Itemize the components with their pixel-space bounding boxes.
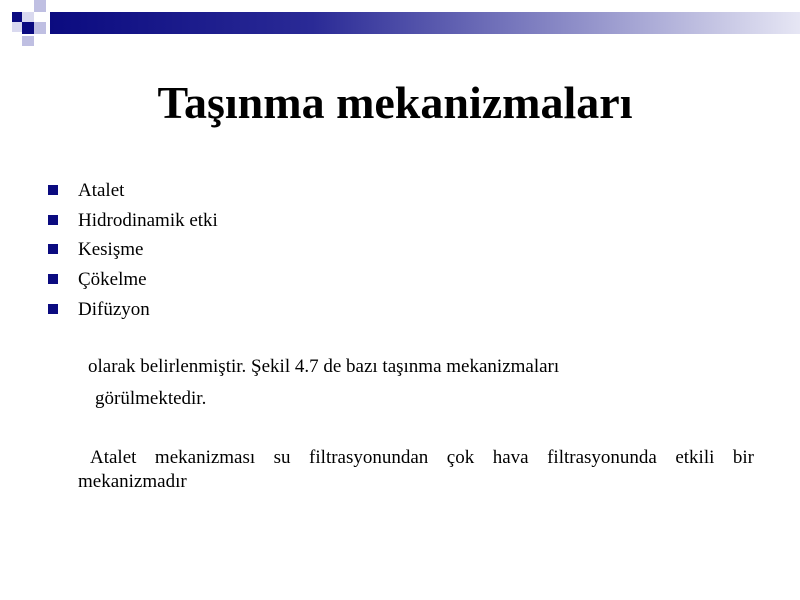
square-bullet-icon [48,215,58,225]
decor-square [22,12,34,22]
square-bullet-icon [48,304,58,314]
decor-square [22,36,34,46]
bullet-item [48,176,218,206]
bullet-item [48,265,218,295]
bullet-text: Atalet [78,179,125,201]
header-gradient-bar [50,12,800,34]
bullet-text: Hidrodinamik etki [78,209,218,231]
decor-square [34,22,46,34]
bullet-item [48,235,218,265]
paragraph: Atalet mekanizması su filtrasyonundan çok hava filtrasyonunda etkili bir mekanizmadır [78,447,754,492]
slide-title: Taşınma mekanizmaları [157,77,633,128]
slide-header-decoration [0,0,800,48]
square-bullet-icon [48,274,58,284]
bullet-text: Kesişme [78,239,144,261]
bullet-item [48,206,218,236]
paragraph-line: olarak belirlenmiştir. Şekil 4.7 de bazı taşınma mekanizmaları [88,356,560,377]
bullet-text: Difüzyon [78,298,150,320]
decor-square [22,22,34,34]
decor-square [12,12,22,22]
square-bullet-icon [48,185,58,195]
bullet-item [48,295,218,325]
decor-square [34,0,46,12]
bullet-text: Çökelme [78,268,147,290]
decor-square [12,22,22,32]
square-bullet-icon [48,244,58,254]
paragraph-line: görülmektedir. [95,388,207,409]
bullet-list [48,176,218,324]
